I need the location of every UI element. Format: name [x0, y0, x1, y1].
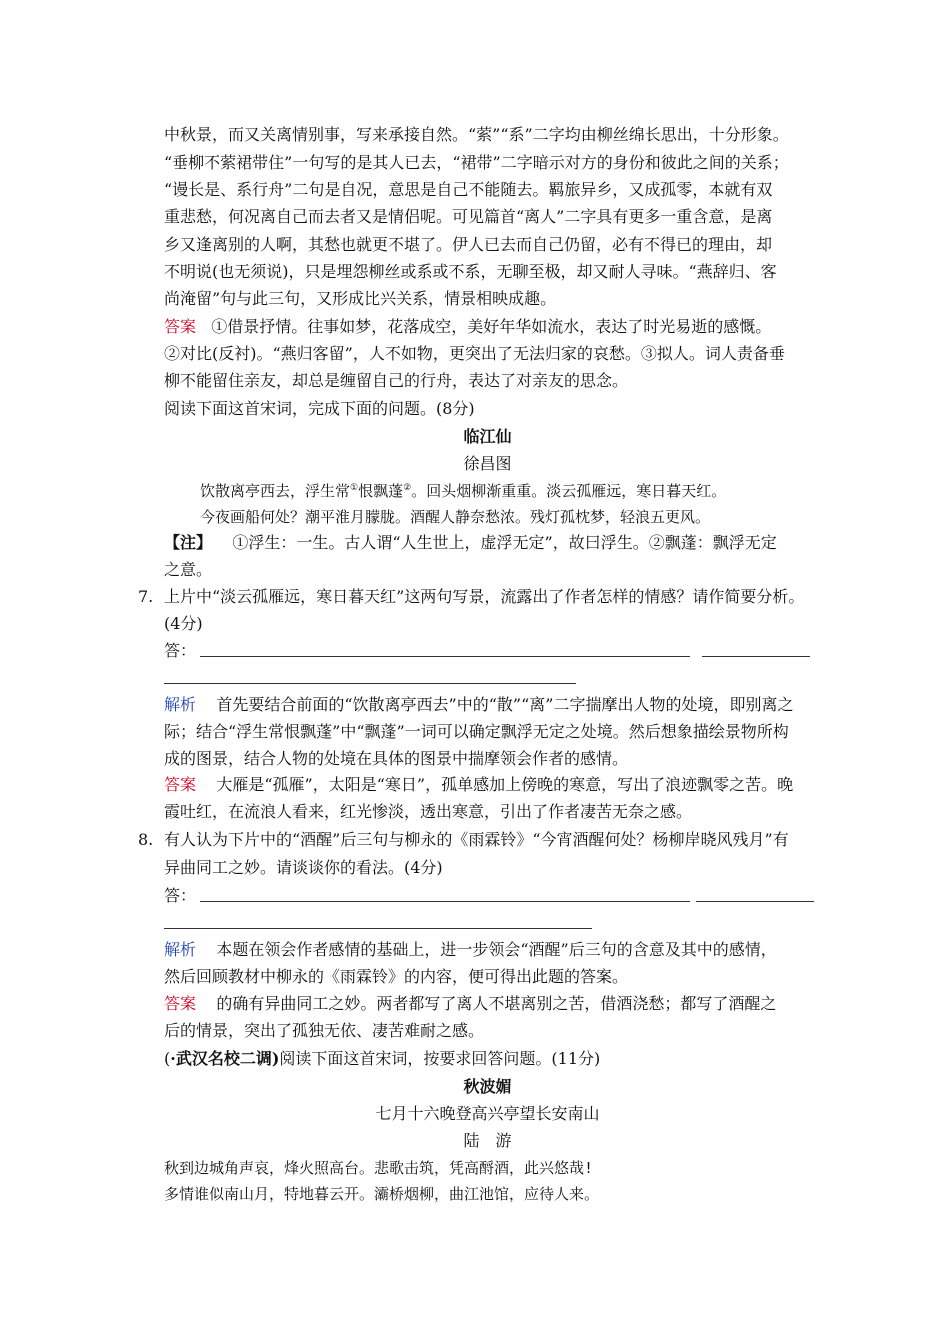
poem-line-1: 秋到边城角声哀，烽火照高台。悲歌击筑，凭高酹酒，此兴悠哉!: [164, 1159, 594, 1177]
answer-label: 答案: [164, 317, 197, 336]
analysis-7-line-2: 际；结合“浮生常恨飘蓬”中“飘蓬”一词可以确定飘浮无定之处境。然后想象描绘景物所构: [164, 722, 789, 741]
answer-label: 答案: [164, 775, 197, 794]
analysis-label: 解析: [164, 695, 197, 714]
poem-line-1: 饮散离亭西去，浮生常①恨飘蓬②。回头烟柳渐重重。淡云孤雁远，寒日暮天红。: [200, 482, 727, 500]
answer-8-line-1: 答案 的确有异曲同工之妙。两者都写了离人不堪离别之苦，借酒浇愁；都写了酒醒之: [164, 994, 777, 1013]
answer-7-line-2: 霞吐红，在流浪人看来，红光惨淡，透出寒意，引出了作者凄苦无奈之感。: [164, 802, 693, 821]
answer-label: 答案: [164, 994, 197, 1013]
question-7-number: 7.: [138, 587, 154, 606]
analysis-line-2: “垂柳不萦裙带住”一句写的是其人已去，“裙带”二字暗示对方的身份和彼此之间的关系；: [164, 153, 789, 172]
answer-prompt: 答：: [164, 641, 197, 660]
poem-subtitle: 七月十六晚登高兴亭望长安南山: [375, 1104, 600, 1123]
poem-line-2: 多情谁似南山月，特地暮云开。灞桥烟柳，曲江池馆，应待人来。: [164, 1185, 600, 1203]
analysis-line-3: “谩长是、系行舟”二句是自况，意思是自己不能随去。羁旅异乡，又成孤零，本就有双: [164, 180, 773, 199]
analysis-8-line-2: 然后回顾教材中柳永的《雨霖铃》的内容，便可得出此题的答案。: [164, 967, 629, 986]
answer-7-line-1: 答案 大雁是“孤雁”，太阳是“寒日”，孤单感加上傍晚的寒意，写出了浪迹飘零之苦。晚: [164, 775, 794, 794]
answer-blank-line[interactable]: [164, 683, 576, 684]
answer-blank-line[interactable]: [200, 656, 690, 657]
question-7-line-2: (4分): [164, 614, 203, 633]
question-8-line-2: 异曲同工之妙。请谈谈你的看法。(4分): [164, 858, 443, 877]
analysis-8-line-1: 解析 本题在领会作者感情的基础上，进一步领会“酒醒”后三句的含意及其中的感情，: [164, 940, 777, 959]
analysis-label: 解析: [164, 940, 197, 959]
question-8-number: 8.: [138, 830, 154, 849]
analysis-line-4: 重悲愁，何况离自己而去者又是情侣呢。可见篇首“离人”二字具有更多一重含意，是离: [164, 207, 773, 226]
poem-author: 徐昌图: [463, 454, 512, 473]
analysis-7-line-3: 成的图景，结合人物的处境在具体的图景中揣摩领会作者的感情。: [164, 749, 629, 768]
analysis-line-5: 乡又逢离别的人啊，其愁也就更不堪了。伊人已去而自己仍留，必有不得已的理由，却: [164, 235, 773, 254]
note-line-1: 【注】 ①浮生：一生。古人谓“人生世上，虚浮无定”，故曰浮生。②飘蓬：飘浮无定: [164, 533, 777, 552]
answer-line-3: 柳不能留住亲友，却总是缠留自己的行舟，表达了对亲友的思念。: [164, 371, 629, 390]
answer-line-2: ②对比(反衬)。“燕归客留”，人不如物，更突出了无法归家的哀愁。③拟人。词人责备垂: [164, 344, 785, 363]
note-line-2: 之意。: [164, 560, 213, 579]
analysis-line-7: 尚淹留”句与此三句，又形成比兴关系，情景相映成趣。: [164, 289, 557, 308]
poem-title: 临江仙: [463, 427, 512, 446]
poem-title: 秋波媚: [463, 1077, 512, 1096]
answer-line-1: 答案 ①借景抒情。往事如梦，花落成空，美好年华如流水，表达了时光易逝的感慨。: [164, 317, 772, 336]
question-7-line-1: 上片中“淡云孤雁远，寒日暮天红”这两句写景，流露出了作者怎样的情感？请作简要分析。: [164, 587, 805, 606]
analysis-line-1: 中秋景，而又关离情别事，写来承接自然。“萦”“系”二字均由柳丝绵长思出，十分形象。: [164, 125, 789, 144]
poem-author: 陆 游: [463, 1131, 512, 1150]
answer-blank-line[interactable]: [702, 656, 810, 657]
answer-blank-line[interactable]: [164, 928, 592, 929]
analysis-line-6: 不明说(也无须说)，只是埋怨柳丝或系或不系，无聊至极，却又耐人寻味。“燕辞归、客: [164, 262, 777, 281]
reading-instruction: 阅读下面这首宋词，完成下面的问题。(8分): [164, 399, 475, 418]
question-8-line-1: 有人认为下片中的“酒醒”后三句与柳永的《雨霖铃》“今宵酒醒何处？杨柳岸晓风残月”有: [164, 830, 789, 849]
note-label: 【注】: [164, 533, 213, 552]
answer-prompt: 答：: [164, 886, 197, 905]
answer-blank-line[interactable]: [696, 901, 814, 902]
source-label: ·武汉名校二调): [170, 1049, 280, 1068]
analysis-7-line-1: 解析 首先要结合前面的“饮散离亭西去”中的“散”“离”二字揣摩出人物的处境，即别离之: [164, 695, 794, 714]
answer-blank-line[interactable]: [200, 901, 690, 902]
answer-8-line-2: 后的情景，突出了孤独无依、凄苦难耐之感。: [164, 1021, 485, 1040]
poem-line-2: 今夜画船何处？潮平淮月朦胧。酒醒人静奈愁浓。残灯孤枕梦，轻浪五更风。: [200, 508, 711, 526]
source-instruction: (·武汉名校二调)阅读下面这首宋词，按要求回答问题。(11分): [164, 1049, 601, 1068]
